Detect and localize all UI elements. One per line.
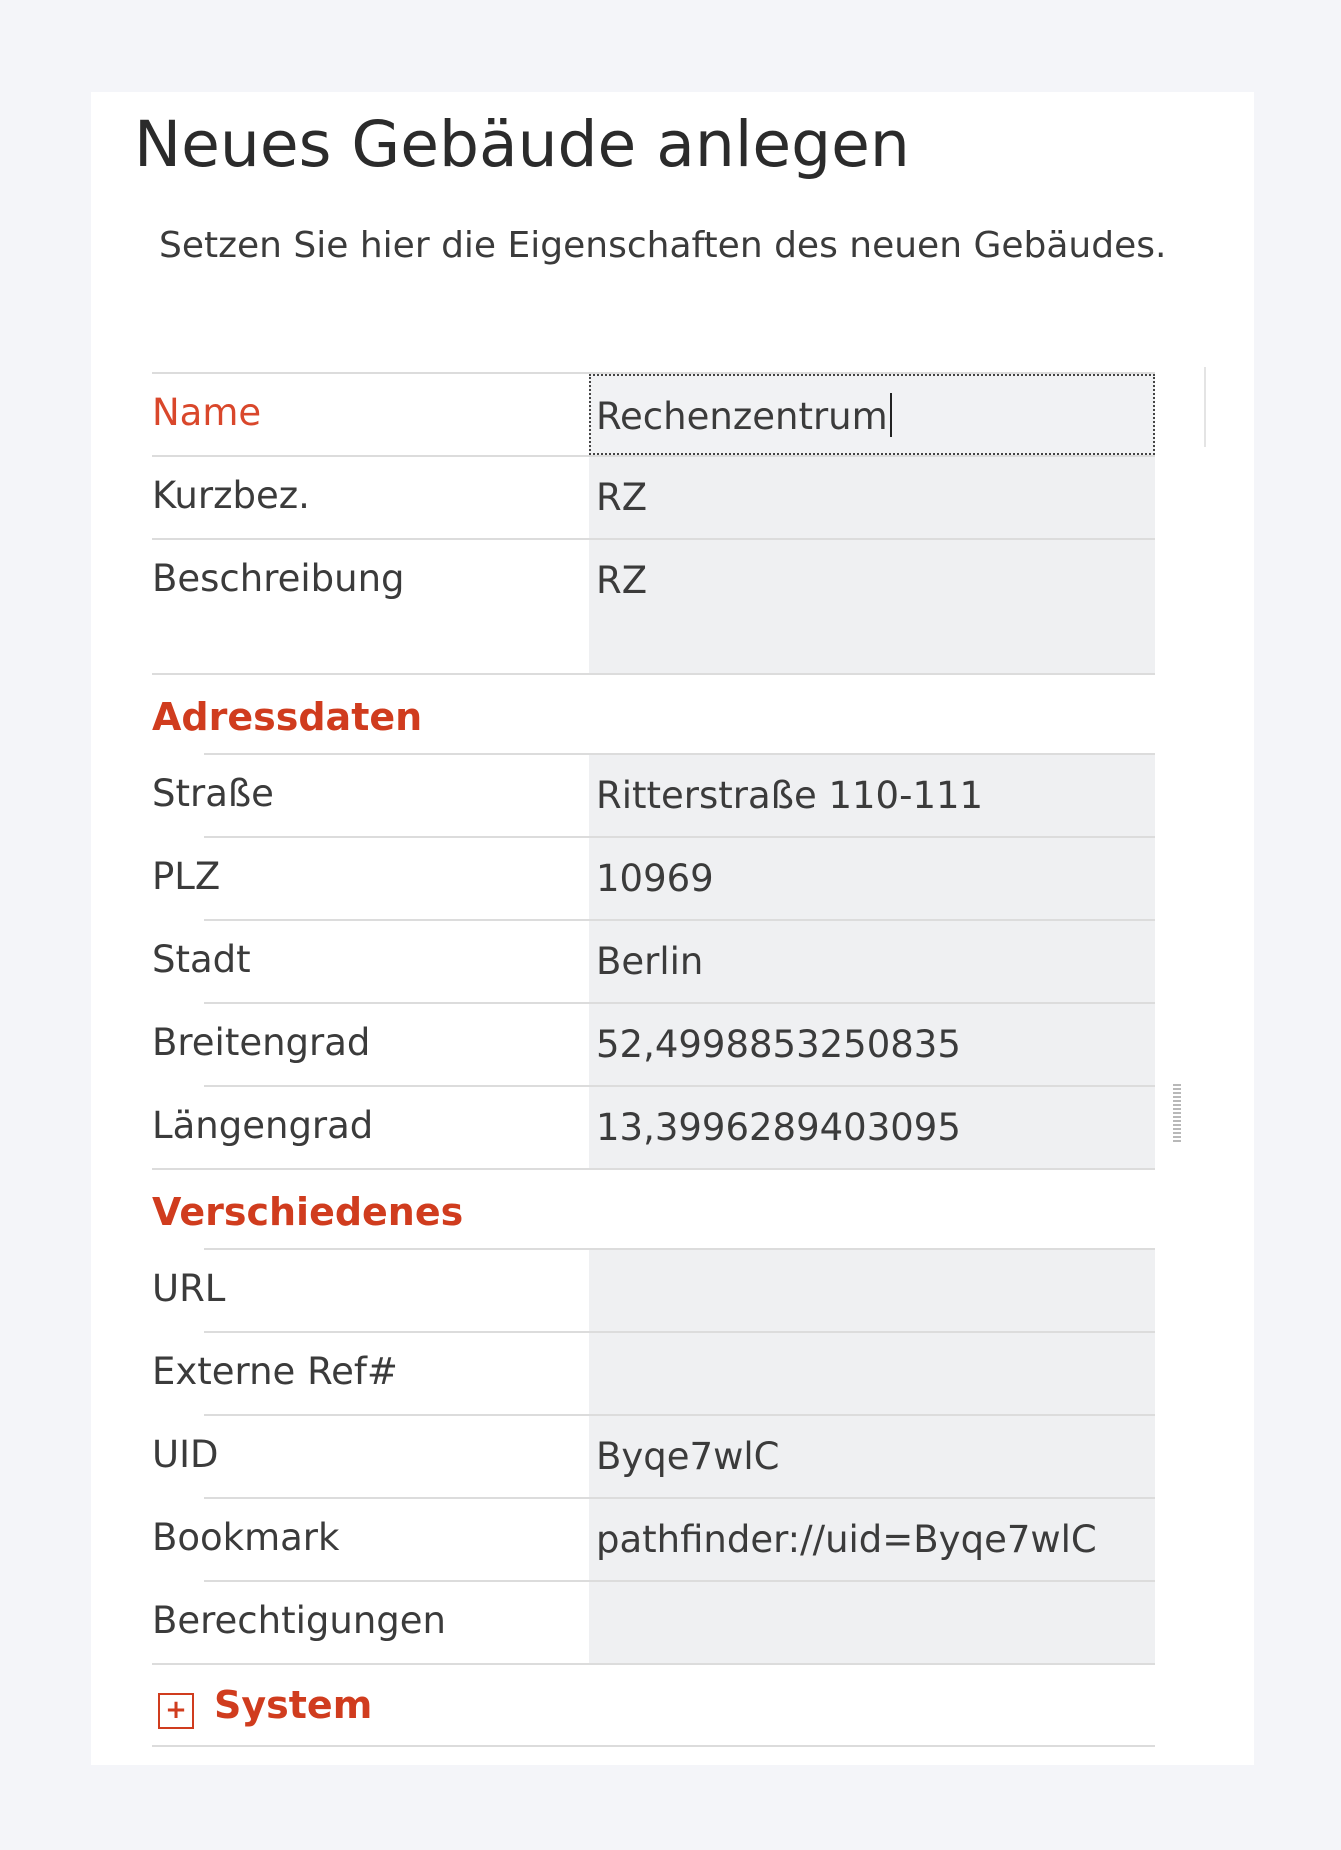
description-label: Beschreibung bbox=[152, 557, 405, 600]
section-system-heading[interactable]: System bbox=[214, 1683, 373, 1727]
section-system[interactable] bbox=[152, 1665, 1155, 1747]
property-grid bbox=[152, 372, 1155, 1747]
section-misc-heading: Verschiedenes bbox=[152, 1190, 464, 1234]
external-ref-label: Externe Ref# bbox=[152, 1350, 398, 1393]
row-url bbox=[152, 1250, 1155, 1333]
section-misc bbox=[152, 1170, 1155, 1250]
street-field[interactable]: Ritterstraße 110-111 bbox=[589, 755, 1155, 836]
scroll-edge-line bbox=[1204, 367, 1206, 447]
dialog-panel bbox=[91, 92, 1254, 1765]
splitter-grip-icon[interactable] bbox=[1173, 1084, 1181, 1144]
row-description bbox=[152, 540, 1155, 675]
row-city bbox=[152, 921, 1155, 1004]
section-address-heading: Adressdaten bbox=[152, 695, 423, 739]
row-uid bbox=[152, 1416, 1155, 1499]
page-title: Neues Gebäude anlegen bbox=[134, 108, 910, 181]
row-short-name bbox=[152, 457, 1155, 540]
zip-label: PLZ bbox=[152, 855, 221, 898]
longitude-field[interactable]: 13,3996289403095 bbox=[589, 1087, 1155, 1168]
row-zip bbox=[152, 838, 1155, 921]
uid-field[interactable]: Byqe7wlC bbox=[589, 1416, 1155, 1497]
bookmark-field[interactable]: pathfinder://uid=Byqe7wlC bbox=[589, 1499, 1155, 1580]
row-bookmark bbox=[152, 1499, 1155, 1582]
expand-plus-icon[interactable]: + bbox=[158, 1693, 194, 1729]
city-field[interactable]: Berlin bbox=[589, 921, 1155, 1002]
row-external-ref bbox=[152, 1333, 1155, 1416]
url-field[interactable] bbox=[589, 1250, 1155, 1331]
city-label: Stadt bbox=[152, 938, 251, 981]
section-address bbox=[152, 675, 1155, 755]
page-subtitle: Setzen Sie hier die Eigenschaften des neuen Gebäudes. bbox=[159, 225, 1167, 266]
latitude-label: Breitengrad bbox=[152, 1021, 371, 1064]
permissions-field[interactable] bbox=[589, 1582, 1155, 1663]
uid-label: UID bbox=[152, 1433, 219, 1476]
row-name bbox=[152, 372, 1155, 457]
permissions-label: Berechtigungen bbox=[152, 1599, 446, 1642]
row-latitude bbox=[152, 1004, 1155, 1087]
row-street bbox=[152, 755, 1155, 838]
zip-field[interactable]: 10969 bbox=[589, 838, 1155, 919]
name-field[interactable] bbox=[589, 374, 1155, 455]
longitude-label: Längengrad bbox=[152, 1104, 374, 1147]
external-ref-field[interactable] bbox=[589, 1333, 1155, 1414]
row-longitude bbox=[152, 1087, 1155, 1170]
name-value: Rechenzentrum bbox=[596, 395, 888, 438]
row-permissions bbox=[152, 1582, 1155, 1665]
text-caret bbox=[890, 393, 892, 437]
short-name-label: Kurzbez. bbox=[152, 474, 310, 517]
name-label: Name bbox=[152, 391, 262, 434]
short-name-field[interactable]: RZ bbox=[589, 457, 1155, 538]
bookmark-label: Bookmark bbox=[152, 1516, 340, 1559]
description-field[interactable]: RZ bbox=[589, 540, 1155, 673]
url-label: URL bbox=[152, 1267, 226, 1310]
latitude-field[interactable]: 52,4998853250835 bbox=[589, 1004, 1155, 1085]
street-label: Straße bbox=[152, 772, 274, 815]
